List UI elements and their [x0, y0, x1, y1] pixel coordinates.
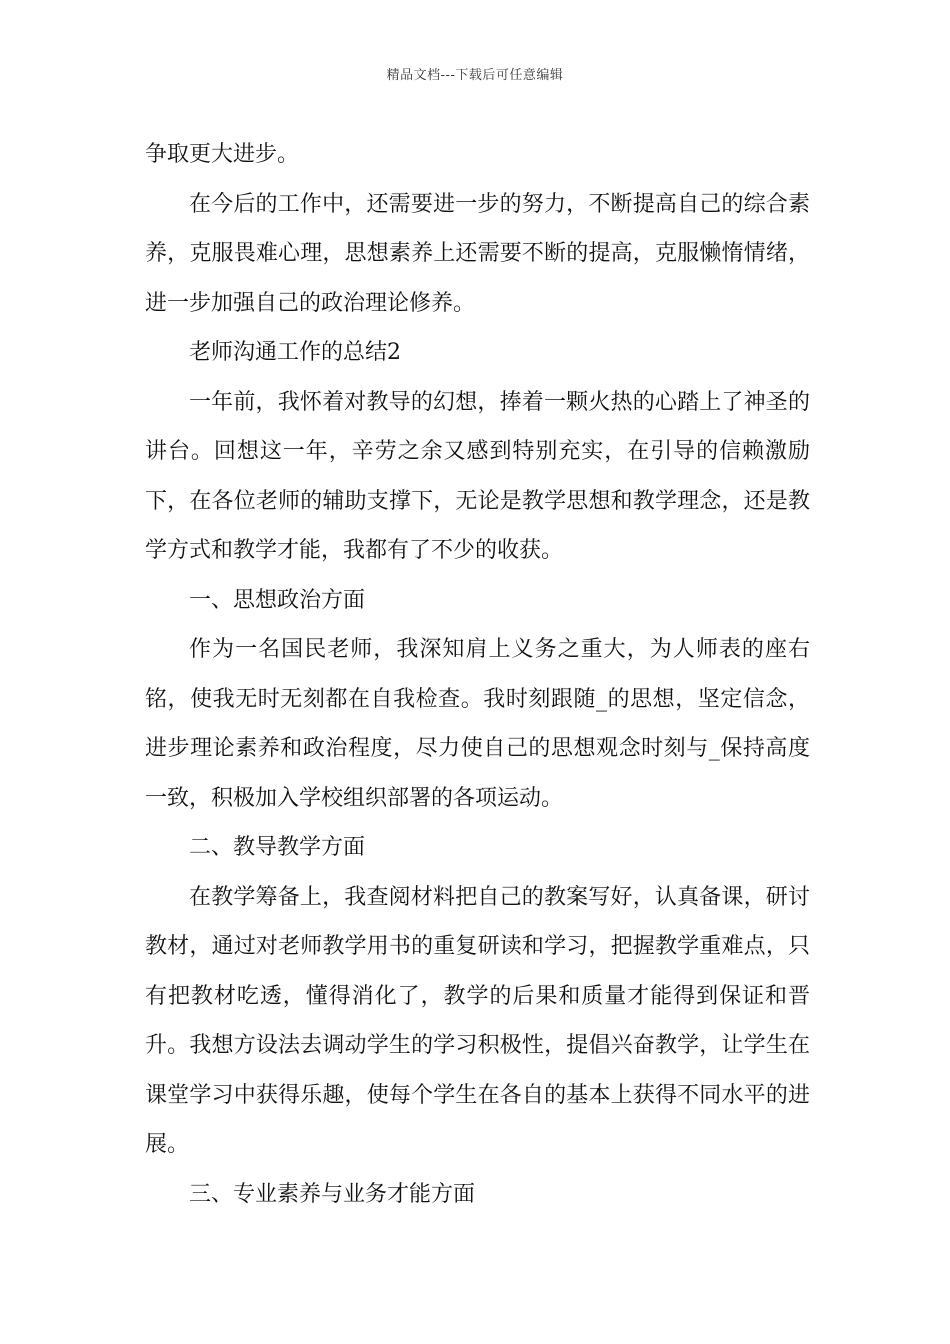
paragraph: 在教学筹备上，我查阅材料把自己的教案写好，认真备课，研讨教材，通过对老师教学用书的重复研读和学习，把握教学重难点，只有把教材吃透，懂得消化了，教学的后果和质量才能得到保证和晋升。我想方设法去调动学生的学习积极性，提倡兴奋教学，让学生在课堂学习中获得乐趣，使每个学生在各自的基本上获得不同水平的进展。 — [145, 884, 810, 1157]
section-heading: 一、思想政治方面 — [189, 587, 366, 613]
section-title: 老师沟通工作的总结2 — [189, 340, 401, 365]
paragraph: 作为一名国民老师，我深知肩上义务之重大，为人师表的座右铭，使我无时无刻都在自我检查。我时刻跟随_的思想，坚定信念，进步理论素养和政治程度，尽力使自己的思想观念时刻与_保持高度一致，积极加入学校组织部署的各项运动。 — [145, 637, 810, 811]
paragraph: 一年前，我怀着对教导的幻想，捧着一颗火热的心踏上了神圣的讲台。回想这一年，辛劳之余又感到特别充实，在引导的信赖激励下，在各位老师的辅助支撑下，无论是教学思想和教学理念，还是教学方式和教学才能，我都有了不少的收获。 — [145, 389, 810, 563]
section-heading: 三、专业素养与业务才能方面 — [189, 1181, 476, 1207]
paragraph: 在今后的工作中，还需要进一步的努力，不断提高自己的综合素养，克服畏难心理，思想素养上还需要不断的提高，克服懒惰情绪，进一步加强自己的政治理论修养。 — [145, 191, 810, 316]
section-heading: 二、教导教学方面 — [189, 835, 366, 860]
paragraph-continuation: 争取更大进步。 — [145, 142, 300, 167]
page-header: 精品文档---下载后可任意编辑 — [386, 68, 564, 83]
document-body — [145, 130, 810, 1219]
